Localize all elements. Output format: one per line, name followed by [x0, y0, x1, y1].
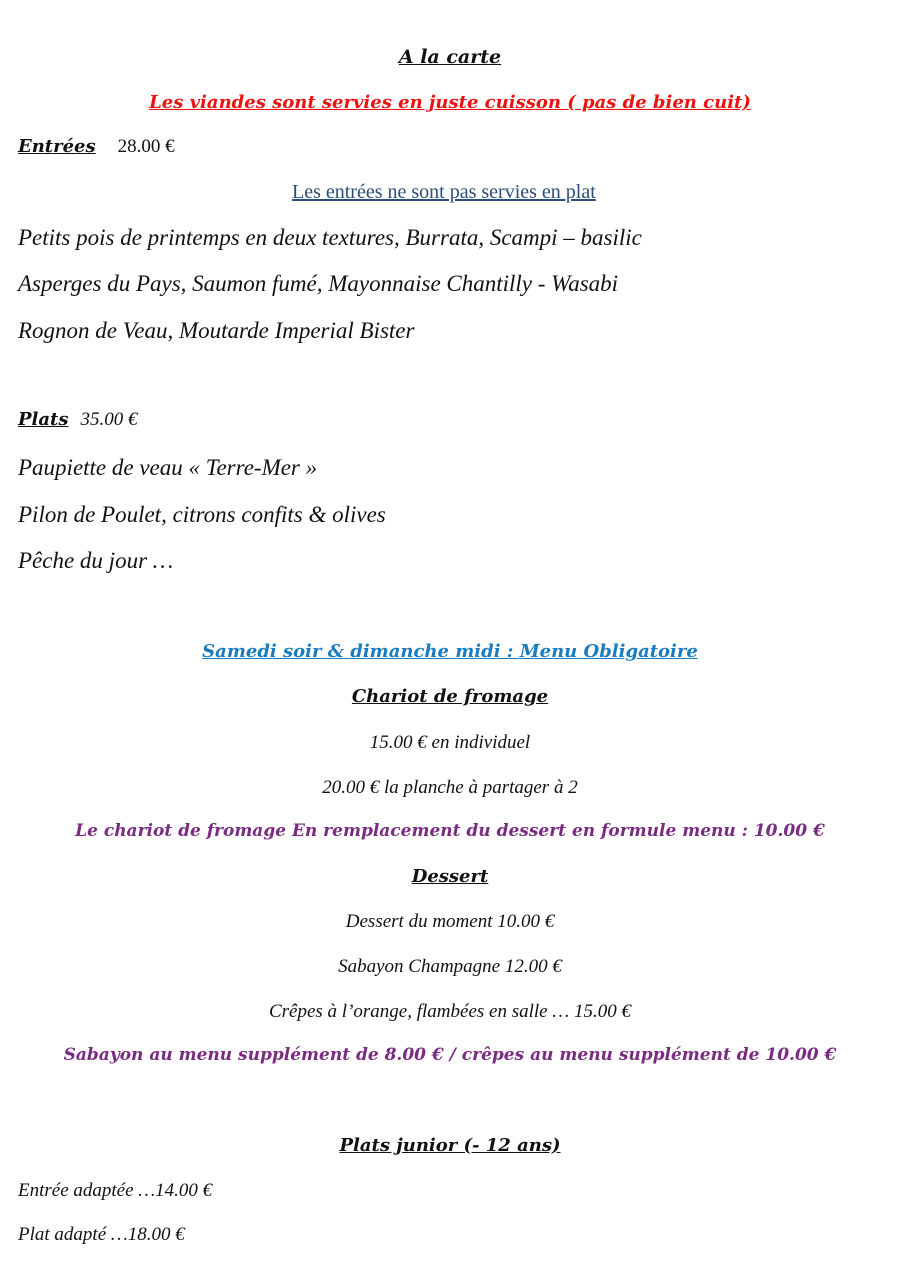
entree-item: Rognon de Veau, Moutarde Imperial Bister: [18, 318, 415, 343]
dessert-line: Dessert du moment 10.00 €: [345, 911, 555, 932]
dessert-supplement: Sabayon au menu supplément de 8.00 € / crêpes au menu supplément de 10.00 €: [63, 1045, 837, 1065]
plat-item: Pilon de Poulet, citrons confits & olives: [18, 502, 386, 527]
junior-title: Plats junior (- 12 ans): [339, 1135, 561, 1156]
page-title: A la carte: [398, 46, 502, 68]
junior-item: Plat adapté …18.00 €: [18, 1224, 185, 1245]
entrees-label: Entrées: [18, 136, 96, 157]
entree-item: Petits pois de printemps en deux textures, Burrata, Scampi – basilic: [18, 225, 642, 250]
fromage-line: 20.00 € la planche à partager à 2: [322, 777, 578, 798]
plats-header: [18, 409, 137, 431]
plats-label: Plats: [18, 409, 69, 430]
entrees-note: Les entrées ne sont pas servies en plat: [292, 181, 596, 203]
weekend-note: Samedi soir & dimanche midi : Menu Obligatoire: [202, 641, 698, 662]
entrees-price: 28.00 €: [117, 136, 175, 157]
plats-price: 35.00 €: [80, 409, 138, 430]
entrees-header: [18, 136, 175, 158]
dessert-title: Dessert: [411, 866, 489, 887]
dessert-line: Crêpes à l’orange, flambées en salle … 15.00 €: [268, 1001, 631, 1022]
fromage-line: 15.00 € en individuel: [369, 732, 531, 753]
cooking-note: Les viandes sont servies en juste cuisson ( pas de bien cuit): [149, 92, 751, 113]
dessert-line: Sabayon Champagne 12.00 €: [338, 956, 562, 977]
plat-item: Paupiette de veau « Terre-Mer »: [18, 455, 318, 480]
fromage-title: Chariot de fromage: [351, 686, 549, 707]
fromage-supplement: Le chariot de fromage En remplacement du dessert en formule menu : 10.00 €: [75, 821, 825, 841]
entree-item: Asperges du Pays, Saumon fumé, Mayonnaise Chantilly - Wasabi: [18, 271, 619, 296]
junior-item: Entrée adaptée …14.00 €: [18, 1180, 213, 1201]
plat-item: Pêche du jour …: [18, 548, 174, 573]
